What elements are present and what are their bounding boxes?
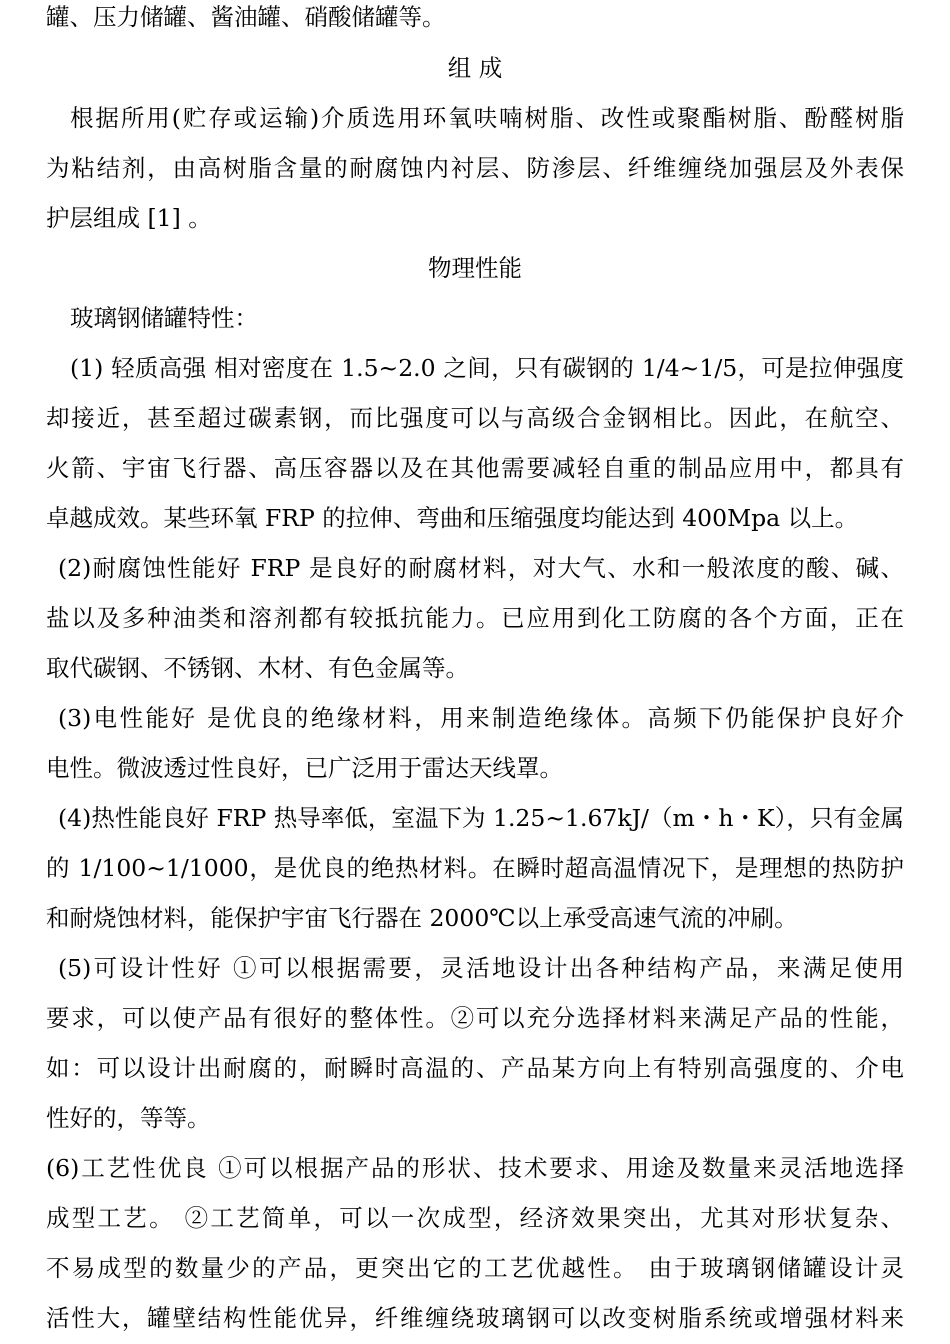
paragraph-line: 和耐烧蚀材料，能保护宇宙飞行器在 2000℃以上承受高速气流的冲刷。 (46, 904, 798, 932)
paragraph-line: 如：可以设计出耐腐的，耐瞬时高温的、产品某方向上有特别高强度的、介电 (46, 1054, 904, 1082)
section-heading-physical-properties: 物理性能 (428, 254, 522, 282)
paragraph-line: 的 1/100~1/1000，是优良的绝热材料。在瞬时超高温情况下，是理想的热防护 (46, 854, 904, 882)
section-heading-composition: 组 成 (447, 54, 503, 82)
paragraph-line: 性好的，等等。 (46, 1104, 211, 1132)
paragraph-line: 火箭、宇宙飞行器、高压容器以及在其他需要减轻自重的制品应用中，都具有 (46, 454, 904, 482)
paragraph-line: 不易成型的数量少的产品，更突出它的工艺优越性。 由于玻璃钢储罐设计灵 (46, 1254, 904, 1282)
paragraph-line: 护层组成 [1] 。 (46, 204, 212, 232)
paragraph-line: (5)可设计性好 ①可以根据需要，灵活地设计出各种结构产品，来满足使用 (58, 954, 904, 982)
paragraph-line: 罐、压力储罐、酱油罐、硝酸储罐等。 (46, 3, 446, 31)
paragraph-line: 卓越成效。某些环氧 FRP 的拉伸、弯曲和压缩强度均能达到 400Mpa 以上。 (46, 504, 859, 532)
paragraph-line: 却接近，甚至超过碳素钢，而比强度可以与高级合金钢相比。因此，在航空、 (46, 404, 904, 432)
paragraph-line: 电性。微波透过性良好，已广泛用于雷达天线罩。 (46, 754, 563, 782)
paragraph-line: 活性大，罐壁结构性能优异，纤维缠绕玻璃钢可以改变树脂系统或增强材料来 (46, 1304, 904, 1332)
paragraph-line: 根据所用(贮存或运输)介质选用环氧呋喃树脂、改性或聚酯树脂、酚醛树脂 (70, 104, 904, 132)
paragraph-line: 为粘结剂，由高树脂含量的耐腐蚀内衬层、防渗层、纤维缠绕加强层及外表保 (46, 154, 904, 182)
paragraph-line: 盐以及多种油类和溶剂都有较抵抗能力。已应用到化工防腐的各个方面，正在 (46, 604, 904, 632)
paragraph-line: 玻璃钢储罐特性： (70, 304, 258, 332)
paragraph-line: 要求，可以使产品有很好的整体性。②可以充分选择材料来满足产品的性能， (46, 1004, 904, 1032)
paragraph-line: (2)耐腐蚀性能好 FRP 是良好的耐腐材料，对大气、水和一般浓度的酸、碱、 (58, 554, 904, 582)
paragraph-line: (3)电性能好 是优良的绝缘材料，用来制造绝缘体。高频下仍能保护良好介 (58, 704, 904, 732)
paragraph-line: 成型工艺。 ②工艺简单，可以一次成型，经济效果突出，尤其对形状复杂、 (46, 1204, 904, 1232)
paragraph-line: (1) 轻质高强 相对密度在 1.5~2.0 之间，只有碳钢的 1/4~1/5，可是拉伸强度 (70, 354, 904, 382)
paragraph-line: 取代碳钢、不锈钢、木材、有色金属等。 (46, 654, 469, 682)
paragraph-line: (6)工艺性优良 ①可以根据产品的形状、技术要求、用途及数量来灵活地选择 (46, 1154, 904, 1182)
paragraph-line: (4)热性能良好 FRP 热导率低，室温下为 1.25~1.67kJ/（m・h・K），只有金属 (58, 804, 904, 832)
